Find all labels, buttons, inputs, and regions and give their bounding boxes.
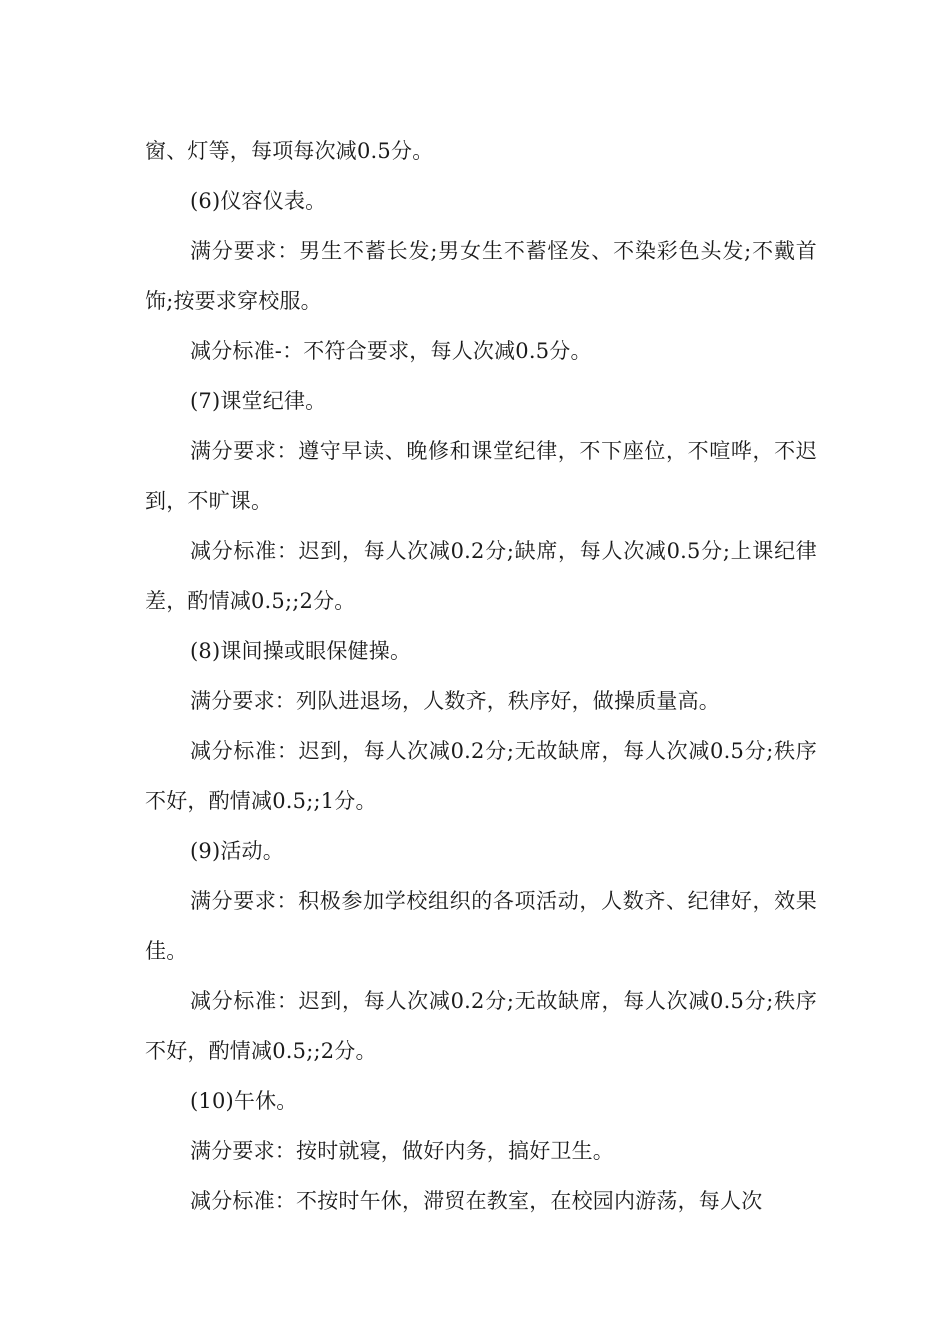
paragraph-deduction-8: 减分标准：迟到，每人次减0.2分;无故缺席，每人次减0.5分;秩序不好，酌情减0.5;;1分。 [145, 739, 817, 813]
paragraph-deduction-9: 减分标准：迟到，每人次减0.2分;无故缺席，每人次减0.5分;秩序不好，酌情减0.5;;2分。 [145, 989, 817, 1063]
section-heading-6: (6)仪容仪表。 [190, 189, 327, 213]
section-heading-8: (8)课间操或眼保健操。 [190, 639, 412, 663]
paragraph-continuation: 窗、灯等，每项每次减0.5分。 [145, 139, 434, 163]
paragraph-deduction-7: 减分标准：迟到，每人次减0.2分;缺席，每人次减0.5分;上课纪律差，酌情减0.5;;2分。 [145, 539, 817, 613]
paragraph-requirement-6: 满分要求：男生不蓄长发;男女生不蓄怪发、不染彩色头发;不戴首饰;按要求穿校服。 [145, 239, 817, 313]
section-heading-7: (7)课堂纪律。 [190, 389, 327, 413]
section-heading-9: (9)活动。 [190, 839, 284, 863]
document-body [145, 126, 817, 1226]
paragraph-deduction-10: 减分标准：不按时午休，滞贸在教室，在校园内游荡，每人次 [190, 1189, 763, 1213]
paragraph-requirement-9: 满分要求：积极参加学校组织的各项活动，人数齐、纪律好，效果佳。 [145, 889, 817, 963]
paragraph-requirement-8: 满分要求：列队进退场，人数齐，秩序好，做操质量高。 [190, 689, 720, 713]
paragraph-requirement-7: 满分要求：遵守早读、晚修和课堂纪律，不下座位，不喧哗，不迟到，不旷课。 [145, 439, 817, 513]
paragraph-deduction-6: 减分标准-：不符合要求，每人次减0.5分。 [190, 339, 592, 363]
section-heading-10: (10)午休。 [190, 1089, 298, 1113]
paragraph-requirement-10: 满分要求：按时就寝，做好内务，搞好卫生。 [190, 1139, 614, 1163]
